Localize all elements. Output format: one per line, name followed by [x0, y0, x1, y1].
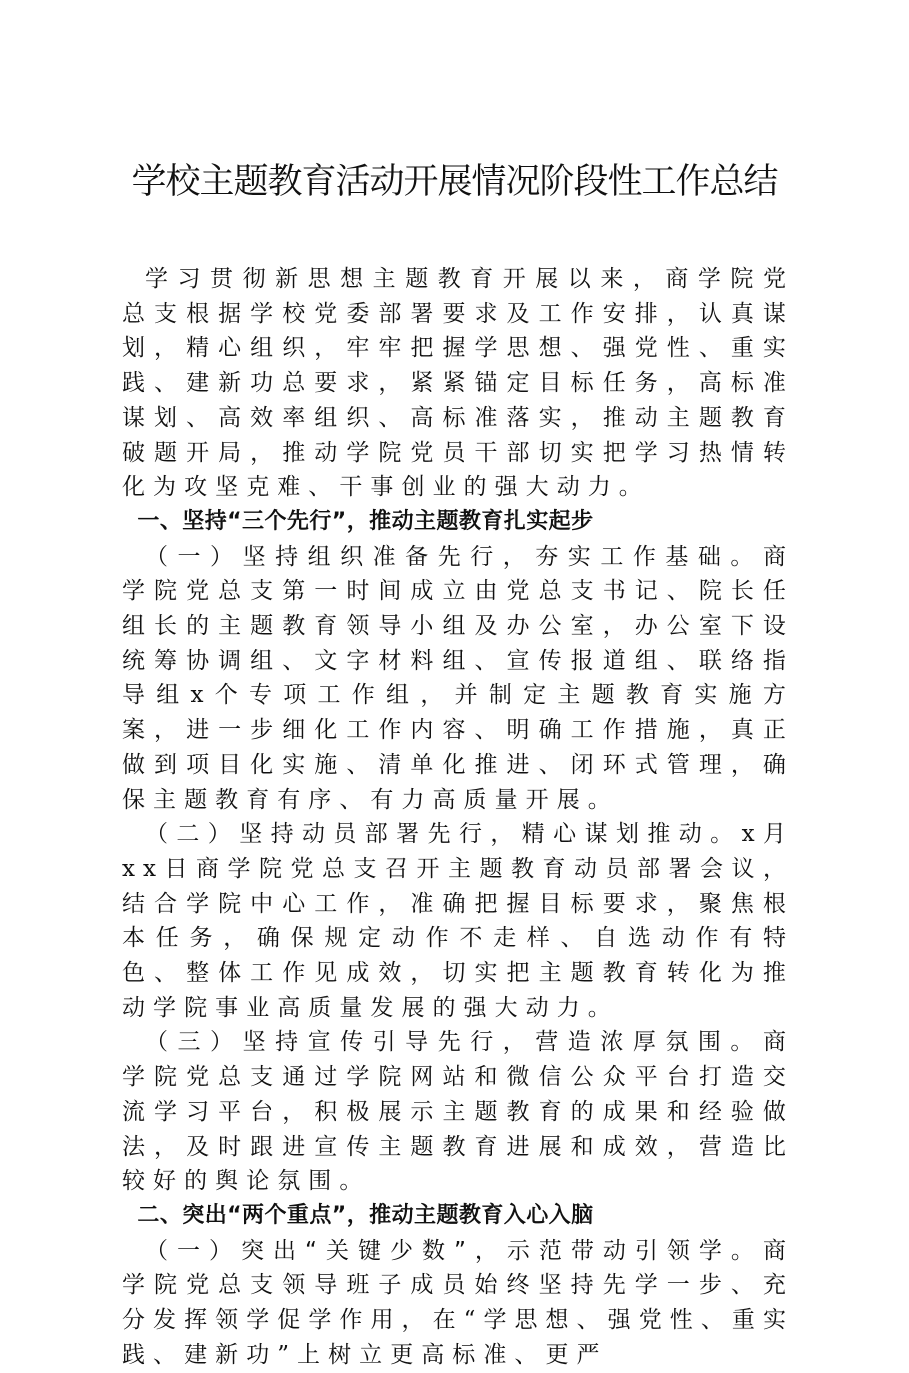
section-1-item-3-lead: （三）坚持宣传引导先行，营造浓厚氛围。 [145, 1029, 763, 1056]
section-1-item-1-text: 商学院党总支第一时间成立由党总支书记、院长任组长的主题教育领导小组及办公室，办公室下设统筹协调组、文字材料组、宣传报道组、联络指导组x个专项工作组，并制定主题教育实施方案，进一步细化工作内容、明确工作措施，真正做到项目化实施、清单化推进、闭环式管理，确保主题教育有序、有力高质量开展。 [122, 543, 794, 813]
section-2-item-1-lead: （一）突出“关键少数”，示范带动引领学。 [145, 1237, 763, 1264]
section-2-heading: 二、突出“两个重点”，推动主题教育入心入脑 [137, 1202, 594, 1228]
section-1-item-2-text: x月xx日商学院党总支召开主题教育动员部署会议，结合学院中心工作，准确把握目标要求，聚焦根本任务，确保规定动作不走样、自选动作有特色、整体工作见成效，切实把主题教育转化为推动学院事业高质量发展的强大动力。 [122, 821, 794, 1021]
section-2-item-1-text: 商学院党总支领导班子成员始终坚持先学一步、充分发挥领学促学作用，在“学思想、强党性、重实践、建新功”上树立更高标准、更严 [122, 1237, 794, 1368]
intro-paragraph: 学习贯彻新思想主题教育开展以来，商学院党总支根据学校党委部署要求及工作安排，认真谋划，精心组织，牢牢把握学思想、强党性、重实践、建新功总要求，紧紧锚定目标任务，高标准谋划、高效率组织、高标准落实，推动主题教育破题开局，推动学院党员干部切实把学习热情转化为攻坚克难、干事创业的强大动力。 [122, 266, 794, 501]
section-2-item-1 [122, 1234, 794, 1373]
section-1-item-3-text: 商学院党总支通过学院网站和微信公众平台打造交流学习平台，积极展示主题教育的成果和经验做法，及时跟进宣传主题教育进展和成效，营造比较好的舆论氛围。 [122, 1029, 794, 1195]
section-1-item-1 [122, 540, 794, 818]
section-1-item-2-lead: （二）坚持动员部署先行，精心谋划推动。 [145, 821, 742, 848]
section-1-heading: 一、坚持“三个先行”，推动主题教育扎实起步 [137, 508, 594, 534]
section-1-item-2 [122, 817, 794, 1025]
document-title: 学校主题教育活动开展情况阶段性工作总结 [131, 162, 778, 202]
section-1-item-1-lead: （一）坚持组织准备先行，夯实工作基础。 [145, 543, 763, 570]
section-1-item-3 [122, 1025, 794, 1199]
document-body [122, 262, 794, 1373]
